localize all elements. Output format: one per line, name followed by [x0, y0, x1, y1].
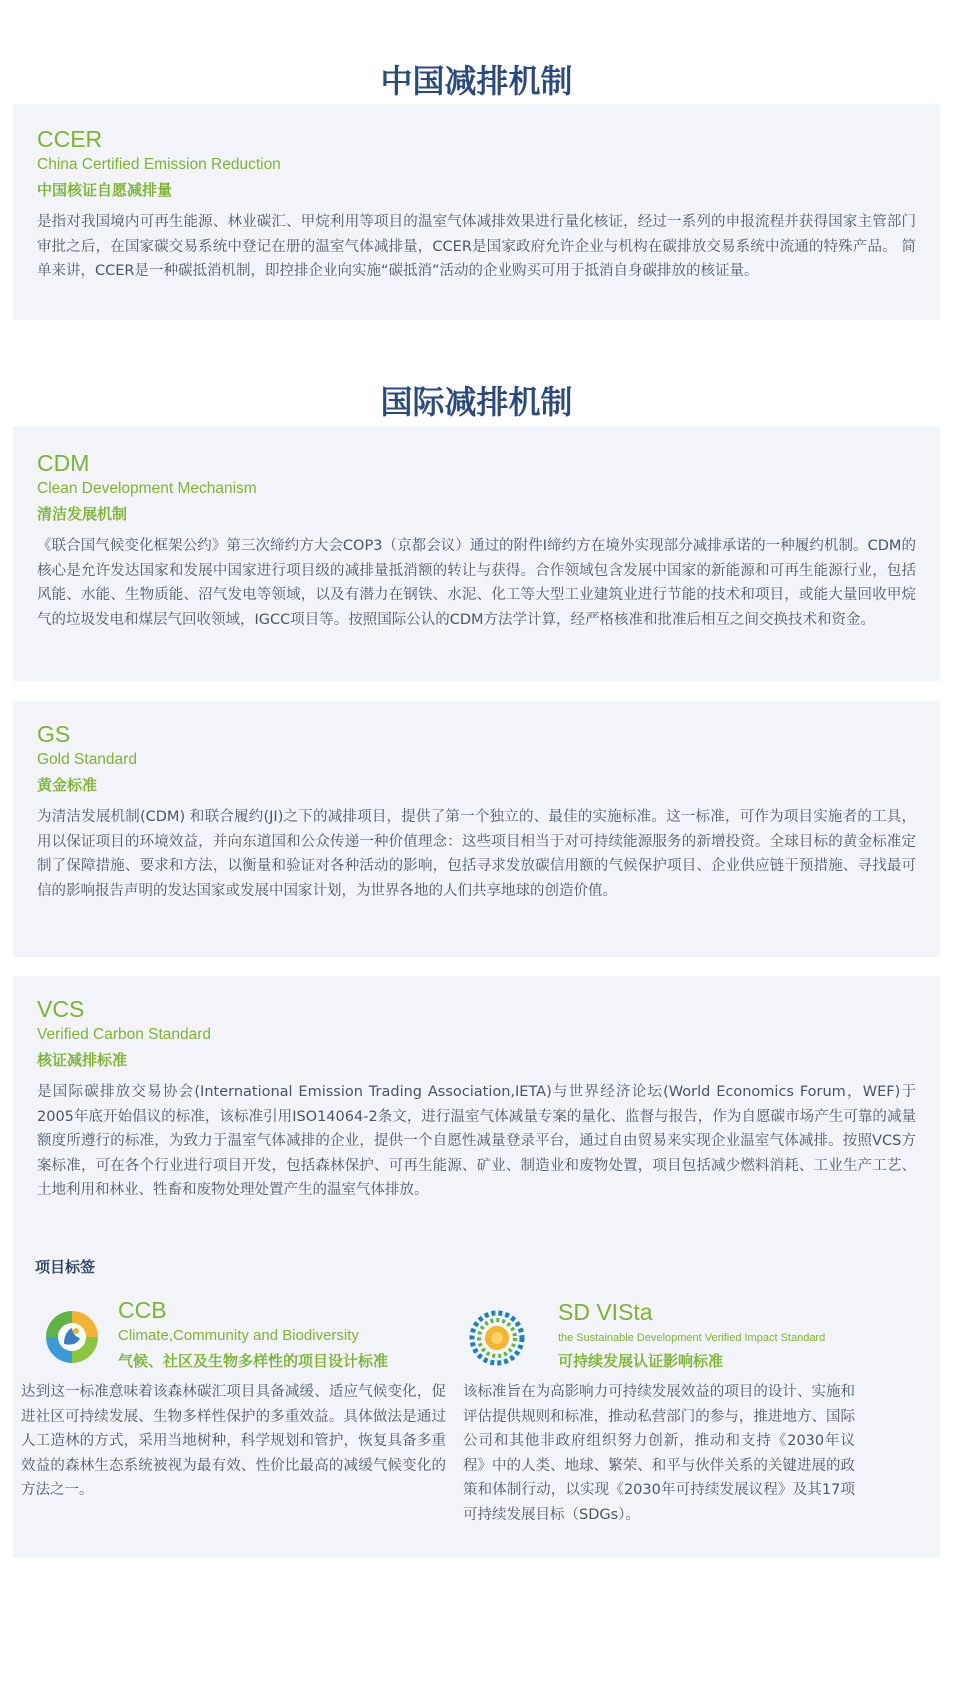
ccb-abbr: CCB: [118, 1297, 167, 1323]
cdm-cn-name: 清洁发展机制: [37, 505, 128, 523]
vcs-abbr: VCS: [37, 996, 85, 1022]
vcs-en-name: Verified Carbon Standard: [37, 1026, 212, 1043]
project-tags-title: 项目标签: [35, 1258, 96, 1276]
cdm-en-name: Clean Development Mechanism: [37, 480, 257, 497]
ccer-abbr: CCER: [37, 126, 103, 152]
international-section-title: 国际减排机制: [380, 383, 573, 421]
ccer-en-name: China Certified Emission Reduction: [37, 156, 281, 173]
ccb-logo-icon: [43, 1308, 101, 1366]
china-section-title: 中国减排机制: [380, 62, 573, 100]
sdvista-tag: [453, 1296, 916, 1536]
vcs-card: [13, 976, 940, 1558]
ccb-en-name: Climate,Community and Biodiversity: [118, 1327, 359, 1344]
cdm-card: [13, 426, 940, 681]
ccb-tag: [13, 1296, 476, 1536]
sdvista-abbr: SD VISta: [558, 1299, 653, 1325]
gs-description: 为清洁发展机制(CDM) 和联合履约(JI)之下的减排项目，提供了第一个独立的、最佳的实施标准。这一标准，可作为项目实施者的工具，用以保证项目的环境效益，并向东道国和公众传递一种价值理念：这些项目相当于对可持续能源服务的新增投资。全球目标的黄金标准定制了保障措施、要求和方法，以衡量和验证对各种活动的影响，包括寻求发放碳信用额的气候保护项目、企业供应链干预措施、寻找最可信的影响报告声明的发达国家或发展中国家计划，为世界各地的人们共享地球的创造价值。: [37, 809, 916, 899]
sdvista-description: 该标准旨在为高影响力可持续发展效益的项目的设计、实施和评估提供规则和标准，推动私营部门的参与，推进地方、国际公司和其他非政府组织努力创新，推动和支持《2030年议程》中的人类、地球、繁荣、和平与伙伴关系的关键进展的政策和体制行动，以实现《2030年可持续发展议程》及其17项可持续发展目标（SDGs）。: [463, 1384, 855, 1523]
cdm-description: 《联合国气候变化框架公约》第三次缔约方大会COP3（京都会议）通过的附件I缔约方在境外实现部分减排承诺的一种履约机制。CDM的核心是允许发达国家和发展中国家进行项目级的减排量抵消额的转让与获得。合作领域包含发展中国家的新能源和可再生能源行业，包括风能、水能、生物质能、沼气发电等领域，以及有潜力在钢铁、水泥、化工等大型工业建筑业进行节能的技术和项目，或能大量回收甲烷气的垃圾发电和煤层气回收领域，IGCC项目等。按照国际公认的CDM方法学计算，经严格核准和批准后相互之间交换技术和资金。: [37, 538, 916, 628]
gs-en-name: Gold Standard: [37, 751, 137, 768]
ccb-cn-name: 气候、社区及生物多样性的项目设计标准: [118, 1352, 389, 1370]
gs-cn-name: 黄金标准: [37, 776, 98, 794]
ccer-description: 是指对我国境内可再生能源、林业碳汇、甲烷利用等项目的温室气体减排效果进行量化核证，经过一系列的申报流程并获得国家主管部门审批之后，在国家碳交易系统中登记在册的温室气体减排量，CCER是国家政府允许企业与机构在碳排放交易系统中流通的特殊产品。 简单来讲，CCER是一种碳抵消机制，即控排企业向实施“碳抵消”活动的企业购买可用于抵消自身碳排放的核证量。: [37, 214, 916, 279]
gs-abbr: GS: [37, 721, 71, 747]
sdvista-logo-icon: [469, 1310, 525, 1366]
ccer-card: [13, 104, 940, 320]
vcs-cn-name: 核证减排标准: [37, 1051, 128, 1069]
sdvista-en-name: the Sustainable Development Verified Impact Standard: [558, 1332, 826, 1344]
cdm-abbr: CDM: [37, 450, 90, 476]
gs-card: [13, 701, 940, 957]
ccb-description: 达到这一标准意味着该森林碳汇项目具备减缓、适应气候变化，促进社区可持续发展、生物多样性保护的多重效益。具体做法是通过人工造林的方式，采用当地树种，科学规划和管护，恢复具备多重效益的森林生态系统被视为最有效、性价比最高的减缓气候变化的方法之一。: [21, 1384, 446, 1498]
sdvista-cn-name: 可持续发展认证影响标准: [558, 1352, 724, 1370]
ccer-cn-name: 中国核证自愿减排量: [37, 181, 173, 199]
vcs-description: 是国际碳排放交易协会(International Emission Trading Association,IETA)与世界经济论坛(World Economics Forum，WEF)于2005年底开始倡议的标准，该标准引用ISO14064-2条文，进行温室气体减量专案的量化、监督与报告，作为自愿碳市场产生可靠的减量额度所遵行的标准，为致力于温室气体减排的企业，提供一个自愿性减量登录平台，通过自由贸易来实现企业温室气体减排。按照VCS方案标准，可在各个行业进行项目开发，包括森林保护、可再生能源、矿业、制造业和废物处置，项目包括减少燃料消耗、工业生产工艺、土地利用和林业、牲畜和废物处理处置产生的温室气体排放。: [37, 1084, 916, 1198]
